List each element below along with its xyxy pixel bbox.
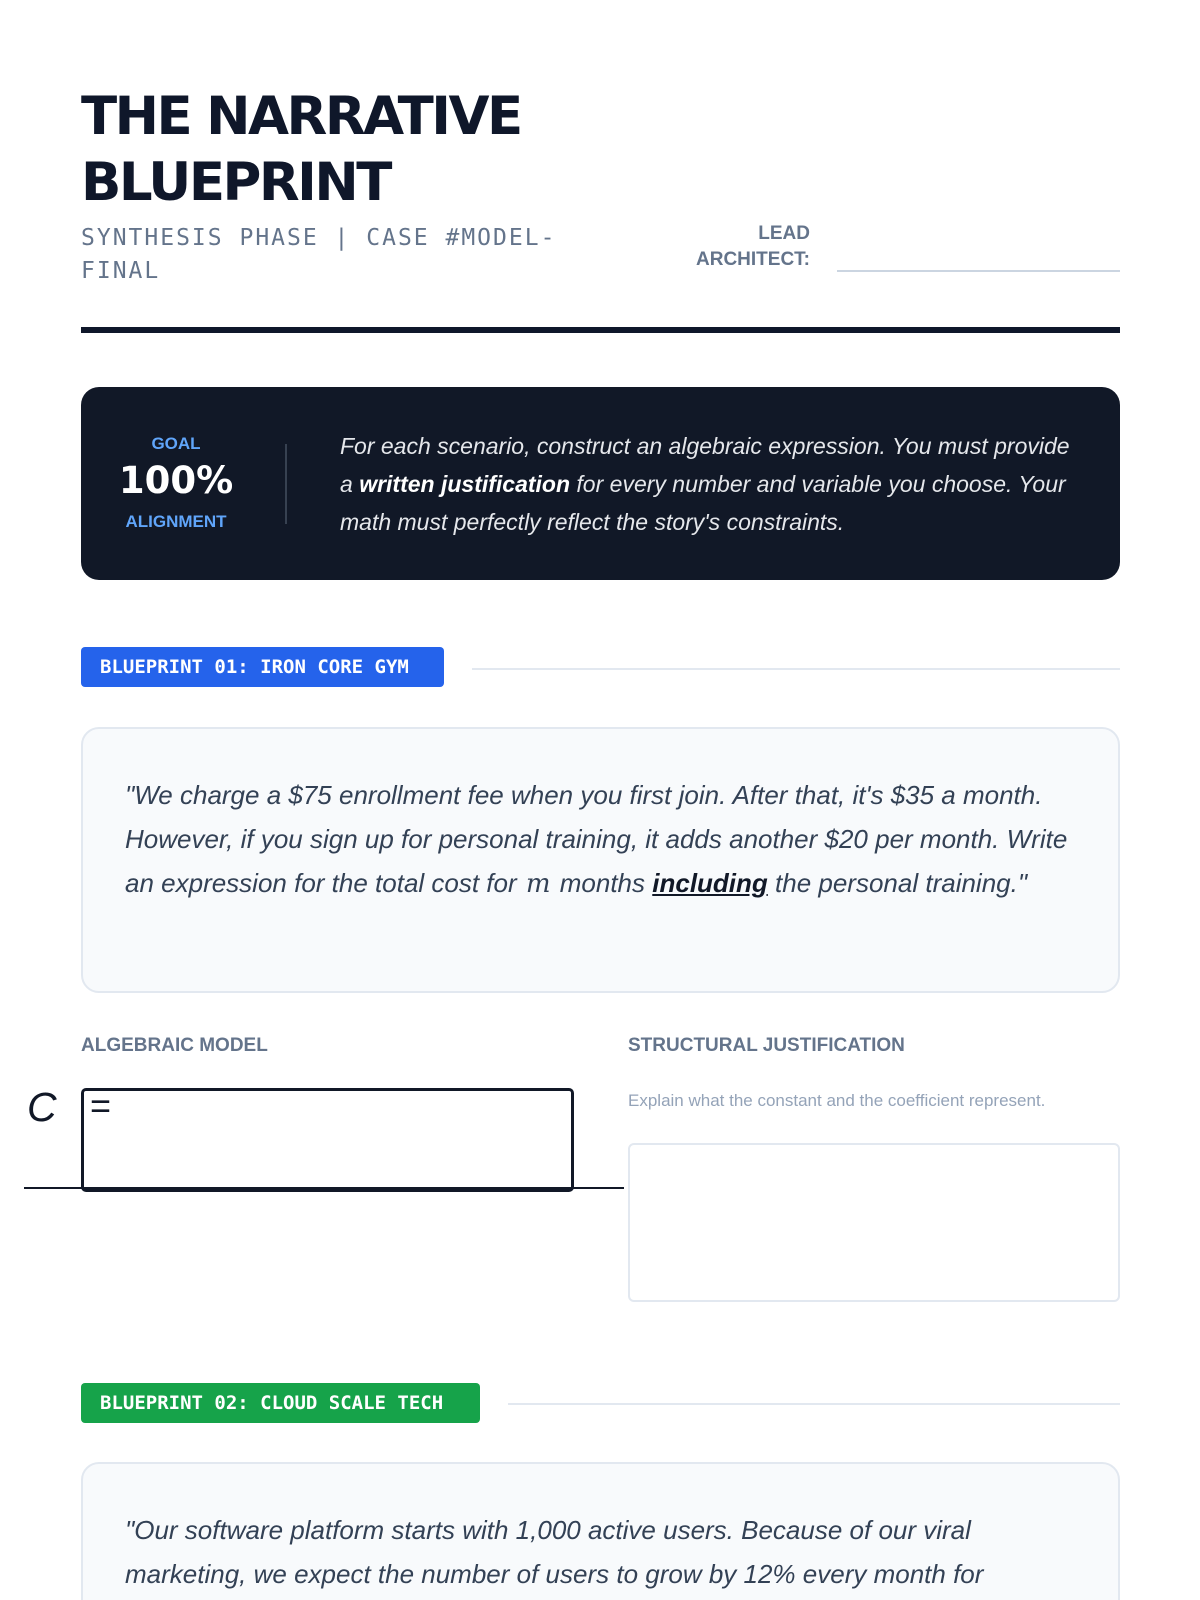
algebraic-model-input[interactable] [81,1085,574,1192]
goal-text-part: For each scenario, construct an algebraic expression. You must provide a [340,433,1070,497]
lead-architect-label: LEAD ARCHITECT: [696,223,810,270]
structural-justification-label: STRUCTURAL JUSTIFICATION [628,1035,905,1056]
section-divider [472,668,1120,670]
lead-architect-field[interactable] [837,270,1120,272]
scenario-text-part: "We charge a $75 enrollment fee when you first join. After that, it's $35 a month. However, if you sign up for personal training, it adds another $20 per month. Write an expression for the total cost for [125,780,1068,898]
goal-instructions [340,427,1080,541]
scenario-variable: m [525,869,551,899]
scenario-card [81,1462,1120,1600]
model-variable: C [27,1084,57,1130]
model-baseline [24,1187,624,1189]
scenario-text: "Our software platform starts with 1,000 active users. Because of our viral marketing, we expect the number of users to grow by 12% every month for [125,1515,984,1589]
page-subtitle: SYNTHESIS PHASE | CASE #MODEL-FINAL [81,225,557,284]
goal-label: GOAL [151,434,201,453]
justification-input[interactable] [628,1143,1120,1302]
justification-hint: Explain what the constant and the coefficient represent. [628,1091,1046,1110]
equals-sign: = [90,1085,112,1126]
blueprint-01-tag: BLUEPRINT 01: IRON CORE GYM [81,647,444,687]
algebraic-model-label: ALGEBRAIC MODEL [81,1035,268,1056]
goal-banner [81,387,1120,580]
section-divider [508,1403,1120,1405]
scenario-emphasis: including [652,868,768,898]
scenario-card [81,727,1120,993]
blueprint-02-tag: BLUEPRINT 02: CLOUD SCALE TECH [81,1383,480,1423]
goal-sublabel: ALIGNMENT [125,512,227,531]
goal-value: 100% [118,459,234,502]
goal-divider [285,444,287,524]
scenario-text-part: the personal training." [767,868,1028,898]
goal-text-part: for every number and variable you choose. Your math must perfectly reflect the story's constraints. [340,471,1066,535]
page-title: THE NARRATIVE BLUEPRINT [81,86,521,213]
scenario-text-part: months [552,868,653,898]
header-divider [81,327,1120,333]
goal-text-emphasis: written justification [359,471,571,497]
scenario-text [125,773,1080,906]
